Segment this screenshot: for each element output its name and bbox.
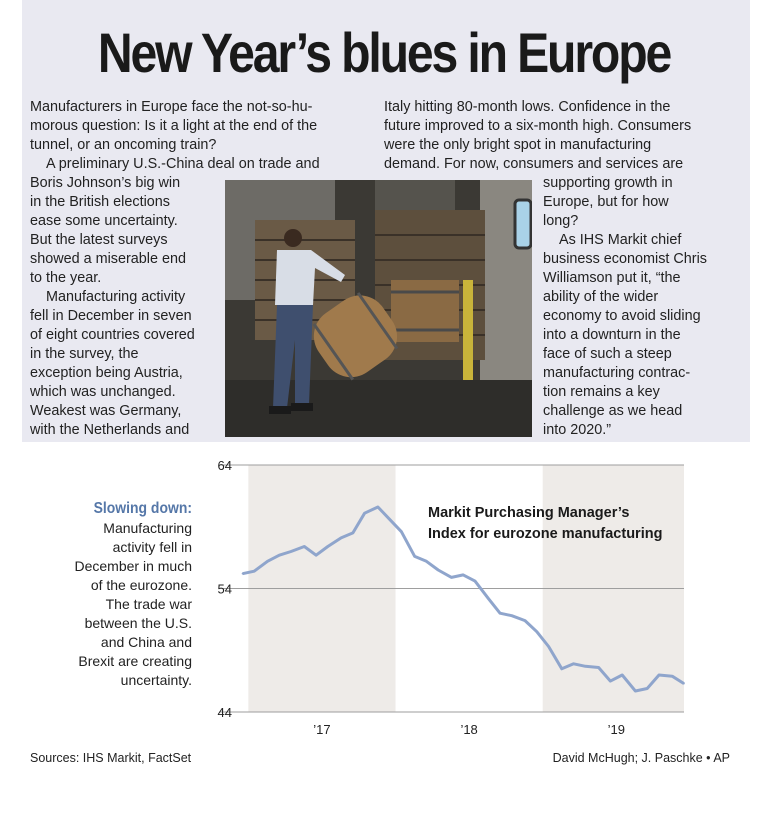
sidebar-line: December in much (74, 558, 192, 574)
article-col1-bottom-line: Boris Johnson’s big win (30, 175, 181, 191)
headline: New Year’s blues in Europe (97, 21, 671, 84)
article-col1-bottom-line: fell in December in seven (30, 308, 192, 324)
footer-credit: David McHugh; J. Paschke • AP (552, 751, 730, 765)
article-col1-bottom-line: But the latest surveys (30, 232, 168, 248)
article-col1-bottom-line: with the Netherlands and (30, 422, 190, 438)
chart-x-tick-labels (313, 722, 625, 737)
article-col2-top-line: Italy hitting 80-month lows. Confidence in the (384, 99, 671, 115)
chart-y-tick-labels (218, 458, 232, 720)
data-point (585, 666, 587, 668)
article-col2-bottom-line: As IHS Markit chief (559, 232, 682, 248)
sidebar-line: Manufacturing (103, 520, 192, 536)
data-point (598, 667, 600, 669)
article-col2-bottom-line: supporting growth in (543, 175, 673, 191)
article-col2-bottom-line: ability of the wider (543, 289, 659, 305)
data-point (315, 554, 317, 556)
data-point (352, 532, 354, 534)
article-col2-bottom-line: long? (543, 213, 579, 229)
article-col1-bottom-line: which was unchanged. (30, 384, 176, 400)
chart-title-line: Index for eurozone manufacturing (428, 526, 663, 542)
data-point (426, 561, 428, 563)
data-point (536, 631, 538, 633)
article-col2-bottom-line: manufacturing contrac- (543, 365, 691, 381)
article-col2-bottom-line: into a downturn in the (543, 327, 681, 343)
data-point (377, 506, 379, 508)
data-point (327, 546, 329, 548)
article-col2-top-line: demand. For now, consumers and services are (384, 156, 684, 172)
sidebar-line: Brexit are creating (78, 653, 192, 669)
sidebar-line: The trade war (105, 596, 192, 612)
data-point (561, 668, 563, 670)
x-tick-label: ’18 (460, 722, 478, 737)
article-col2-bottom-line: Europe, but for how (543, 194, 669, 210)
data-point (487, 598, 489, 600)
article-col2-bottom-line: tion remains a key (543, 384, 660, 400)
data-point (573, 663, 575, 665)
sidebar-line: between the U.S. (84, 615, 192, 631)
article-col1-bottom-line: of eight countries covered (30, 327, 195, 343)
data-point (451, 577, 453, 579)
chart-title-line: Markit Purchasing Manager’s (428, 505, 630, 521)
data-point (474, 580, 476, 582)
data-point (278, 554, 280, 556)
article-col1-bottom-line: Manufacturing activity (46, 289, 186, 305)
article-col1-top-line: tunnel, or an oncoming train? (30, 137, 217, 153)
data-point (414, 556, 416, 558)
y-tick-label: 44 (217, 705, 232, 720)
y-tick-label: 64 (217, 458, 232, 473)
data-point (401, 531, 403, 533)
data-point (548, 646, 550, 648)
article-col1-bottom-line: showed a miserable end (30, 251, 186, 267)
sidebar-line: uncertainty. (120, 672, 192, 688)
article-col2-top-line: were the only bright spot in manufacturing (384, 137, 652, 153)
data-point (646, 688, 648, 690)
footer-sources: Sources: IHS Markit, FactSet (30, 751, 192, 765)
article-col1-top-line: A preliminary U.S.-China deal on trade and (46, 156, 320, 172)
data-point (524, 620, 526, 622)
data-point (267, 561, 269, 563)
data-point (303, 546, 305, 548)
article-col1-top-line: Manufacturers in Europe face the not-so-hu- (30, 99, 313, 115)
data-point (437, 569, 439, 571)
y-tick-label: 54 (217, 581, 232, 597)
data-point (621, 674, 623, 676)
data-point (462, 574, 464, 576)
article-col2-bottom-line: economy to avoid sliding (543, 308, 701, 324)
data-point (610, 680, 612, 682)
sidebar-line: and China and (100, 634, 192, 650)
sidebar-line: activity fell in (112, 539, 192, 555)
data-point (364, 512, 366, 514)
article-col1-bottom-line: in the British elections (30, 194, 170, 210)
sidebar-line: of the eurozone. (90, 577, 192, 593)
data-point (290, 551, 292, 553)
data-point (635, 690, 637, 692)
data-point (683, 683, 685, 685)
x-tick-label: ’19 (607, 722, 625, 737)
data-point (499, 612, 501, 614)
data-point (253, 570, 255, 572)
article-col1-bottom-line: in the survey, the (30, 346, 139, 362)
data-point (511, 615, 513, 617)
sidebar-title: Slowing down: (93, 500, 192, 517)
article-col2-bottom-line: face of such a steep (543, 346, 672, 362)
article-col1-bottom-line: Weakest was Germany, (30, 403, 182, 419)
x-tick-label: ’17 (313, 722, 331, 737)
article-col1-top-line: morous question: Is it a light at the end of the (30, 118, 318, 134)
article-col2-bottom-line: into 2020.” (543, 422, 612, 438)
data-point (242, 573, 244, 575)
article-col2-bottom-line: Williamson put it, “the (543, 270, 681, 286)
article-col2-bottom-line: challenge as we head (543, 403, 683, 419)
article-col2-bottom-line: business economist Chris (543, 251, 707, 267)
data-point (340, 537, 342, 539)
article-col2-top-line: future improved to a six-month high. Consumers (384, 118, 692, 134)
data-point (658, 674, 660, 676)
data-point (671, 675, 673, 677)
article-col1-bottom-line: to the year. (30, 270, 102, 286)
data-point (389, 519, 391, 521)
article-col1-bottom-line: exception being Austria, (30, 365, 183, 381)
article-col1-bottom-line: ease some uncertainty. (30, 213, 178, 229)
